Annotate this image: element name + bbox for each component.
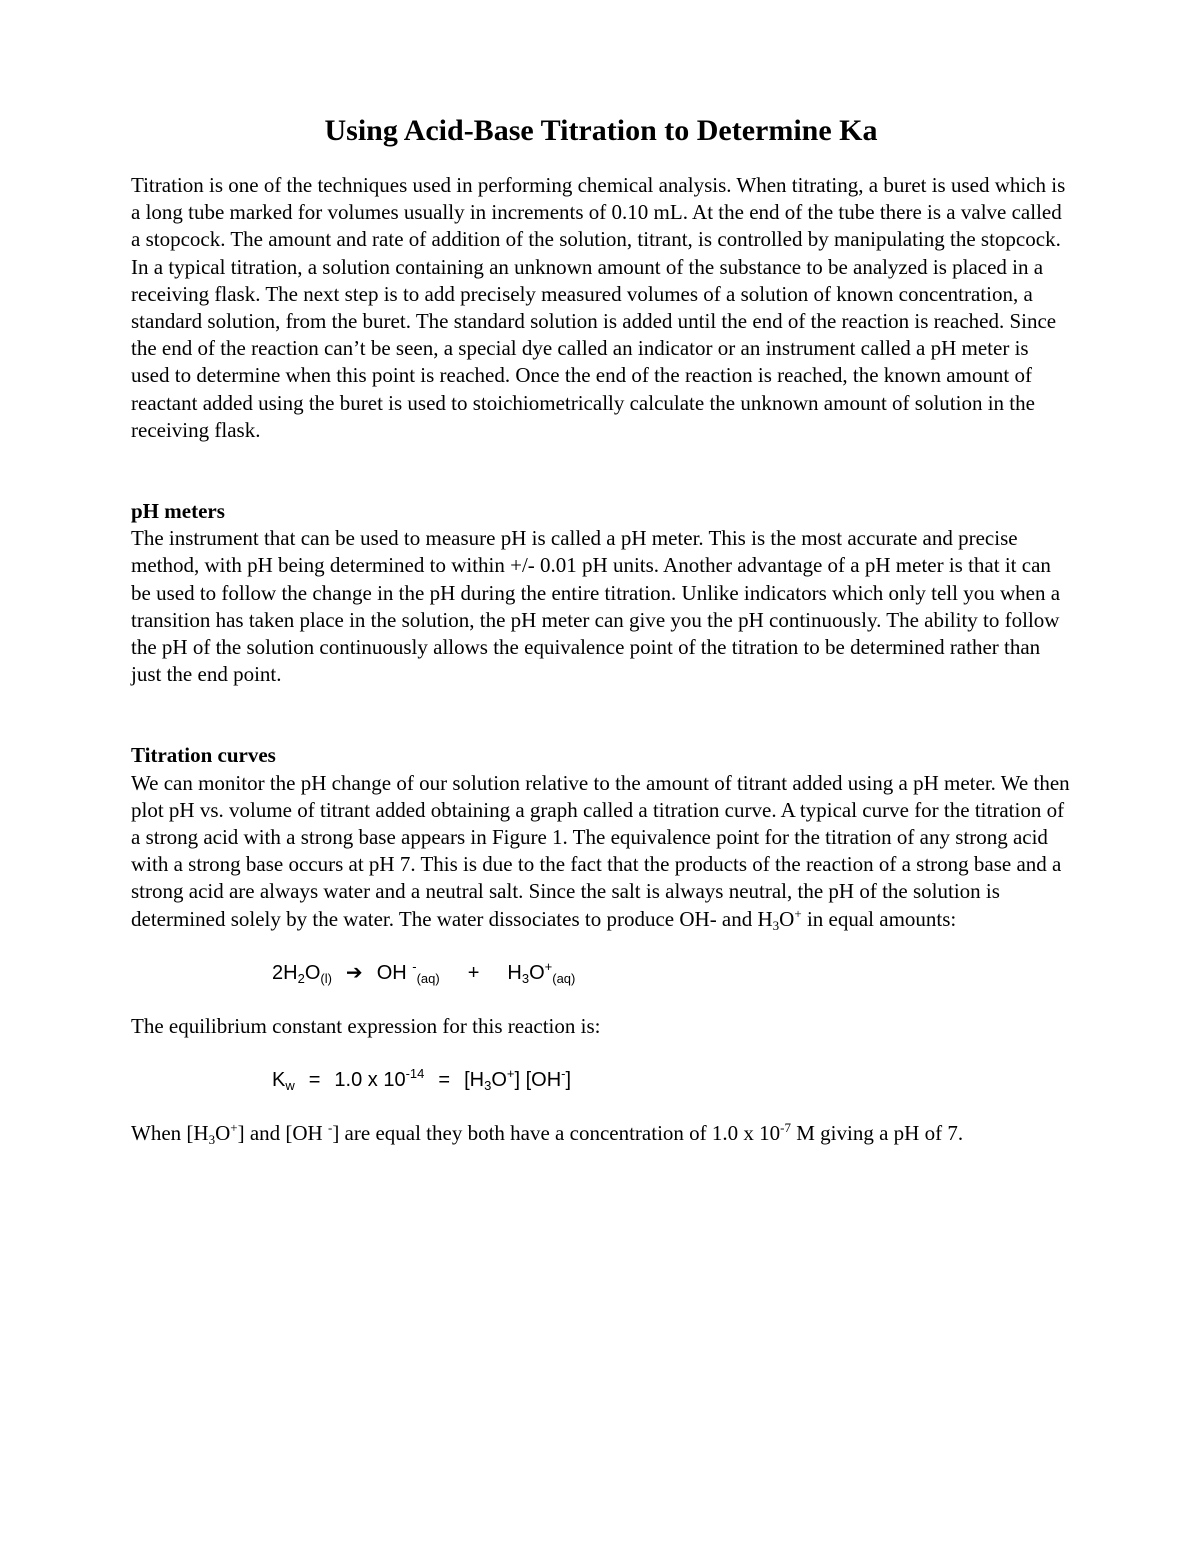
text-run: O <box>215 1121 231 1146</box>
superscript: -14 <box>405 1066 425 1082</box>
superscript: + <box>506 1066 515 1082</box>
spacer <box>131 987 1071 1013</box>
subscript: w <box>285 1078 295 1094</box>
superscript: - <box>412 958 417 974</box>
text-run: M giving a pH of 7. <box>791 1121 964 1146</box>
subscript: 3 <box>521 970 530 986</box>
document-title: Using Acid-Base Titration to Determine Ka <box>324 114 878 147</box>
titration-curves-paragraph <box>131 770 1071 933</box>
spacer <box>131 688 1071 742</box>
equilibrium-intro: The equilibrium constant expression for this reaction is: <box>131 1013 601 1038</box>
eq-term: [H <box>464 1069 485 1092</box>
ph-meters-paragraph: The instrument that can be used to measure pH is called a pH meter. This is the most accurate and precise method, with pH being determined to within +/- 0.01 pH units. Another advantage of a pH meter is that it can be used to follow the change in the pH during the entire titration. Unlike indicators which only tell you when a transition has taken place in the solution, the pH meter can give you the pH continuously. The ability to follow the pH of the solution continuously allows the equivalence point of the titration to be determined rather than just the end point. <box>131 526 1061 687</box>
text-run: ] are equal they both have a concentration of 1.0 x 10 <box>332 1121 781 1146</box>
superscript: -7 <box>780 1120 791 1136</box>
water-dissociation-equation <box>131 959 1071 987</box>
kw-equation <box>131 1066 1071 1094</box>
superscript: - <box>327 1120 333 1136</box>
section-heading-ph-meters: pH meters <box>131 499 225 524</box>
document-page <box>131 108 1071 1147</box>
eq-term: [OH <box>525 1069 562 1092</box>
text-run: ] and [OH <box>237 1121 328 1146</box>
eq-term: ] <box>565 1069 572 1092</box>
superscript: + <box>230 1120 238 1136</box>
state-label: (aq) <box>552 970 576 986</box>
subscript: 3 <box>208 1132 216 1148</box>
spacer <box>131 1094 1071 1120</box>
eq-term: ] <box>514 1069 521 1092</box>
state-label: (aq) <box>416 970 440 986</box>
eq-term: O <box>304 961 321 984</box>
text-run: in equal amounts: <box>801 906 957 931</box>
spacer <box>131 933 1071 959</box>
equals-sign: = <box>308 1069 321 1092</box>
subscript: 3 <box>772 917 780 933</box>
superscript: + <box>794 905 802 921</box>
superscript: - <box>561 1066 566 1082</box>
spacer <box>131 1040 1071 1066</box>
text-run: When [H <box>131 1121 209 1146</box>
kw-value: 1.0 x 10 <box>334 1069 406 1092</box>
closing-sentence <box>131 1120 1071 1147</box>
eq-term: O <box>529 961 545 984</box>
superscript: + <box>544 958 553 974</box>
subscript: 3 <box>484 1078 492 1094</box>
intro-paragraph: Titration is one of the techniques used in performing chemical analysis. When titrating, a buret is used which is a long tube marked for volumes usually in increments of 0.10 mL. At the end of the tube there is a valve called a stopcock. The amount and rate of addition of the solution, titrant, is controlled by manipulating the stopcock. In a typical titration, a solution containing an unknown amount of the substance to be analyzed is placed in a receiving flask. The next step is to add precisely measured volumes of a solution of known concentration, a standard solution, from the buret. The standard solution is added until the end of the reaction is reached. Since the end of the reaction can’t be seen, a special dye called an indicator or an instrument called a pH meter is used to determine when this point is reached. Once the end of the reaction is reached, the known amount of reactant added using the buret is used to stoichiometrically calculate the unknown amount of solution in the receiving flask. <box>131 173 1066 442</box>
subscript: 2 <box>297 970 305 986</box>
eq-term: K <box>272 1069 286 1092</box>
spacer <box>131 444 1071 498</box>
eq-term: OH <box>376 961 407 984</box>
equals-sign: = <box>438 1069 451 1092</box>
reaction-arrow-icon: ➔ <box>345 961 363 984</box>
eq-term: H <box>507 961 522 984</box>
section-heading-titration-curves: Titration curves <box>131 743 276 768</box>
titration-curves-text: We can monitor the pH change of our solution relative to the amount of titrant added using a pH meter. We then plot pH vs. volume of titrant added obtaining a graph called a titration curve. A typical curve for the titration of a strong acid with a strong base appears in Figure 1. The equivalence point for the titration of any strong acid with a strong base occurs at pH 7. This is due to the fact that the products of the reaction of a strong base and a strong acid are always water and a neutral salt. Since the salt is always neutral, the pH of the solution is determined solely by the water. The water dissociates to produce OH- and H <box>131 770 1070 931</box>
plus-sign: + <box>467 961 480 984</box>
text-run: O <box>779 906 795 931</box>
eq-term: O <box>491 1069 507 1092</box>
state-label: (l) <box>320 970 332 986</box>
eq-term: 2H <box>272 961 298 984</box>
